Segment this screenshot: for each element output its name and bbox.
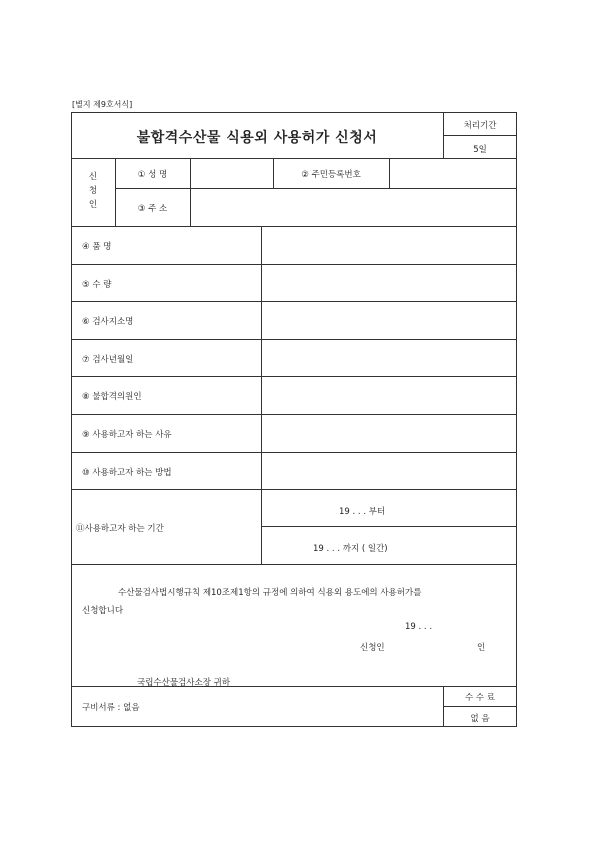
usage-method-field[interactable] (262, 453, 516, 489)
inspection-office-label: ⑥ 검사지소명 (82, 317, 134, 327)
form-title: 불합격수산물 식용외 사용허가 신청서 (136, 130, 378, 146)
application-date[interactable]: 19 . . . (405, 622, 433, 632)
usage-reason-field[interactable] (262, 415, 516, 452)
processing-period-label: 처리기간 (463, 121, 497, 131)
resident-id-label: ② 주민등록번호 (301, 170, 361, 180)
usage-period-label: ⑪사용하고자 하는 기간 (76, 524, 164, 534)
seal-mark: 인 (477, 643, 486, 653)
address-label: ③ 주 소 (137, 204, 168, 214)
name-label: ① 성 명 (137, 170, 168, 180)
inspection-date-field[interactable] (262, 340, 516, 376)
period-to[interactable]: 19 . . . 까지 ( 일간) (313, 544, 388, 554)
usage-reason-label: ⑨ 사용하고자 하는 사유 (82, 430, 172, 440)
item-name-label: ④ 품 명 (82, 242, 112, 252)
resident-id-field[interactable] (390, 159, 516, 188)
inspection-date-label: ⑦ 검사년월일 (82, 355, 134, 365)
period-from[interactable]: 19 . . . 부터 (339, 507, 386, 517)
statement-body-line1: 수산물검사법시행규칙 제10조제1항의 규정에 의하여 식용외 용도에의 사용허가를 (118, 588, 422, 598)
address-field[interactable] (191, 189, 516, 226)
form-number: [별지 제9호서식] (72, 100, 133, 109)
name-field[interactable] (191, 159, 273, 188)
item-name-field[interactable] (262, 227, 516, 264)
required-documents: 구비서류 : 없음 (82, 703, 140, 713)
addressee: 국립수산물검사소장 귀하 (137, 678, 231, 688)
rejection-reason-label: ⑧ 불합격의원인 (82, 392, 142, 402)
quantity-field[interactable] (262, 265, 516, 301)
processing-period-value: 5일 (473, 145, 487, 155)
fee-value: 없 음 (470, 714, 490, 724)
usage-method-label: ⑩ 사용하고자 하는 방법 (82, 468, 172, 478)
fee-label: 수 수 료 (464, 693, 496, 703)
quantity-label: ⑤ 수 량 (82, 280, 112, 290)
statement-body-line2: 신청합니다 (82, 606, 124, 616)
applicant-signature-label: 신청인 (360, 643, 385, 653)
rejection-reason-field[interactable] (262, 377, 516, 414)
applicant-section-label: 신 청 인 (88, 172, 98, 210)
inspection-office-field[interactable] (262, 302, 516, 339)
